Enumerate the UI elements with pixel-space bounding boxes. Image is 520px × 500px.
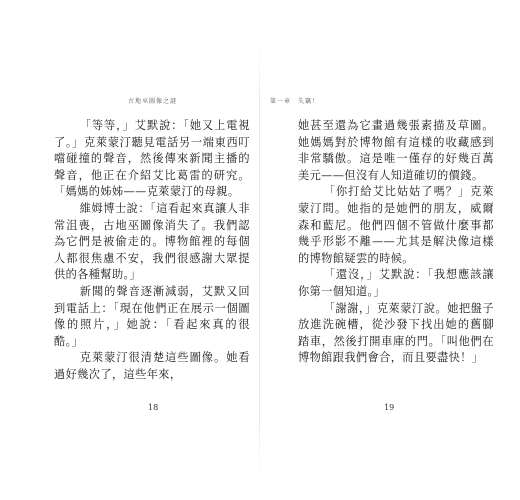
paragraph: 「你打給艾比姑姑了嗎？」克萊蒙汀問。她指的是她們的朋友，威爾森和藍尼。他們四個不管做什麼事都幾乎形影不離——尤其是解決像這樣的博物館疑雲的時候。 — [298, 185, 494, 265]
paragraph: 「謝謝，」克萊蒙汀說。她把盤子放進洗碗槽，從沙發下找出她的舊腳踏車，然後打開車庫的門。「叫他們在博物館跟我們會合，而且要盡快！」 — [298, 301, 494, 365]
running-head-right: 第一章 失竊！ — [270, 98, 320, 105]
paragraph: 她甚至還為它畫過幾張素描及草圖。她媽媽對於博物館有這樣的收藏感到非常驕傲。這是唯一僅存的好幾百萬美元——但沒有人知道確切的價錢。 — [298, 119, 494, 182]
paragraph: 維姆博士說：「這看起來真讓人非常沮喪，古地巫圖像消失了。我們認為它們是被偷走的。博物館裡的每個人都很焦慮不安，我們很感謝大眾提供的各種幫助。」 — [54, 201, 250, 282]
paragraph: 克萊蒙汀很清楚這些圖像。她看過好幾次了，這些年來， — [54, 351, 250, 381]
paragraph: 新聞的聲音逐漸減弱，艾默又回到電話上：「現在他們正在展示一個圖像的照片，」她說：「看起來真的很酷。」 — [54, 284, 250, 348]
page-number-right: 19 — [384, 403, 395, 412]
paragraph: 「等等，」艾默說：「她又上電視了。」克萊蒙汀聽見電話另一端東西叮噹碰撞的聲音，然後傳來新聞主播的聲音，他正在介紹艾比葛雷的研究。「媽媽的姊姊——克萊蒙汀的母親。 — [54, 119, 250, 199]
left-page-body — [54, 118, 250, 384]
right-page-body — [298, 118, 494, 367]
paragraph: 「還沒，」艾默說：「我想應該讓你第一個知道。」 — [298, 268, 494, 298]
page-number-left: 18 — [148, 403, 159, 412]
right-page — [260, 0, 520, 500]
running-head-left: 古地巫圖像之謎 — [128, 98, 178, 105]
